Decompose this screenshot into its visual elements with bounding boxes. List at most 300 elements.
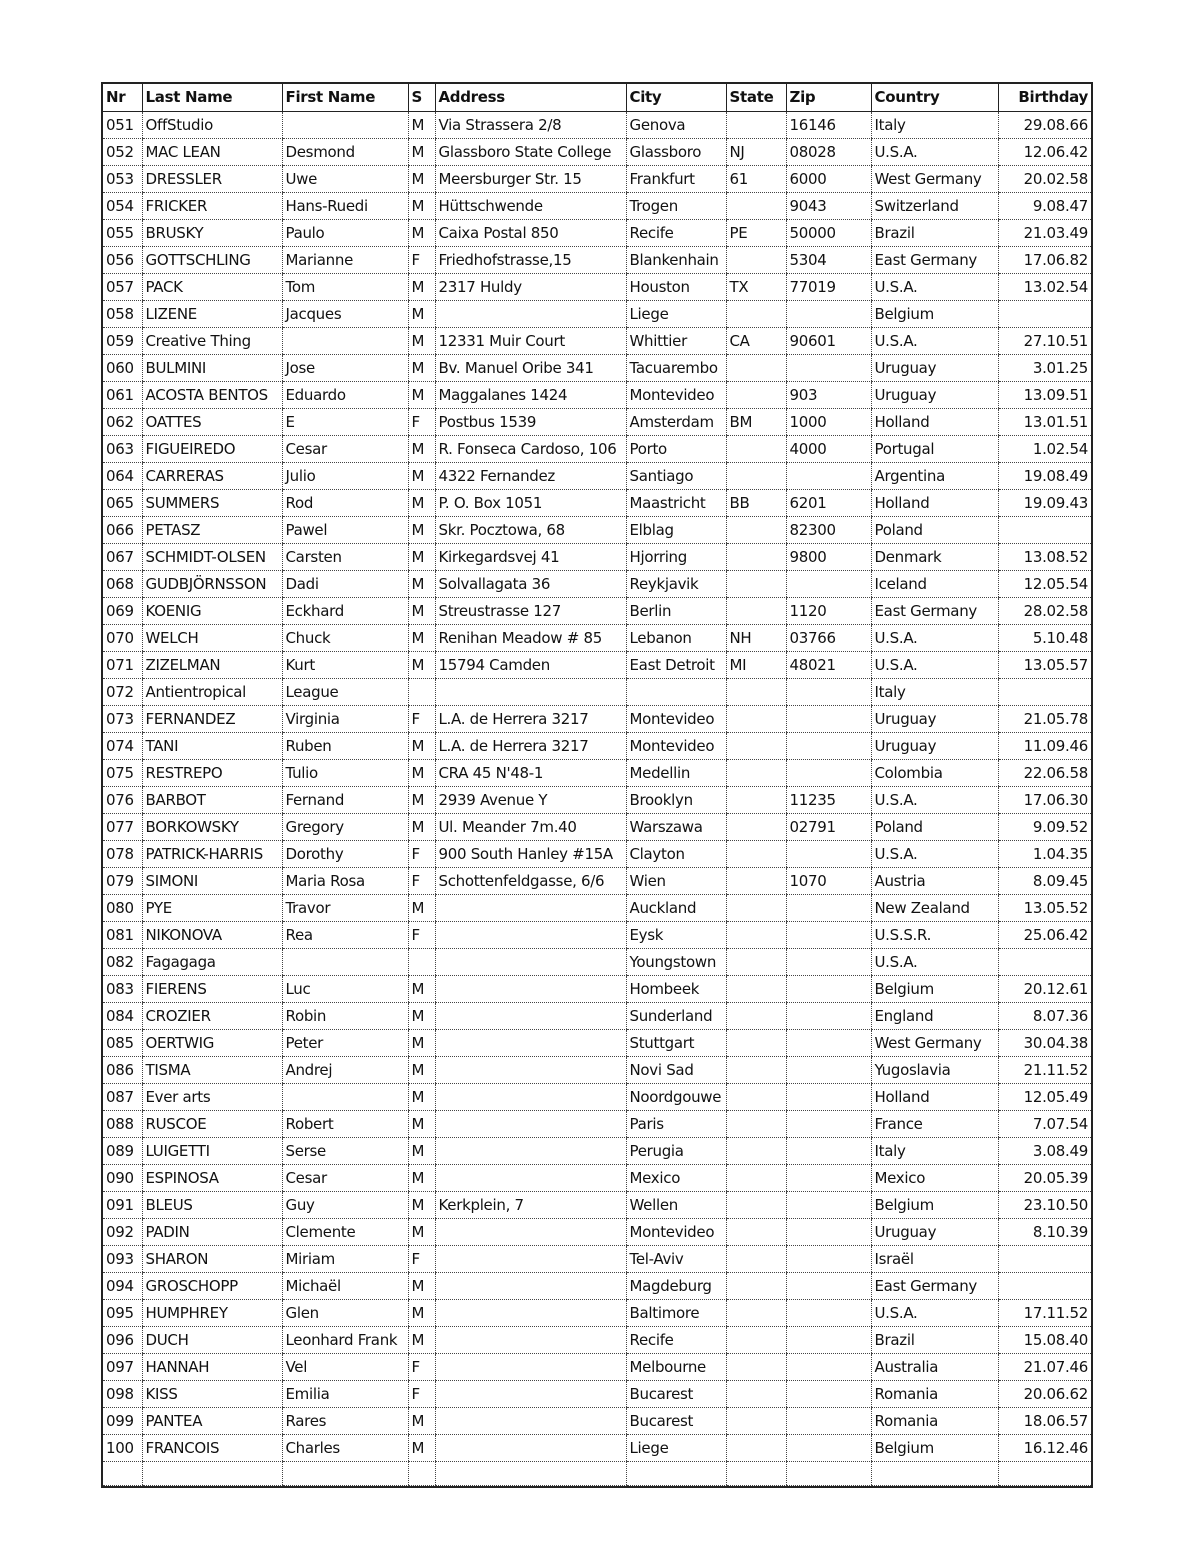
cell-address: L.A. de Herrera 3217 bbox=[435, 706, 626, 733]
cell-birthday: 21.03.49 bbox=[998, 220, 1091, 247]
cell-country: West Germany bbox=[871, 1030, 998, 1057]
cell-birthday: 7.07.54 bbox=[998, 1111, 1091, 1138]
cell-birthday: 25.06.42 bbox=[998, 922, 1091, 949]
cell-first-name: Uwe bbox=[282, 166, 408, 193]
empty-cell bbox=[786, 1462, 871, 1486]
table-row bbox=[103, 760, 1091, 787]
cell-first-name: Marianne bbox=[282, 247, 408, 274]
cell-state bbox=[726, 1381, 786, 1408]
cell-first-name: Clemente bbox=[282, 1219, 408, 1246]
cell-city: Blankenhain bbox=[626, 247, 726, 274]
cell-sex: M bbox=[408, 490, 435, 517]
cell-sex: F bbox=[408, 247, 435, 274]
cell-nr: 099 bbox=[103, 1408, 142, 1435]
cell-last-name: BORKOWSKY bbox=[142, 814, 282, 841]
cell-sex: M bbox=[408, 220, 435, 247]
cell-nr: 086 bbox=[103, 1057, 142, 1084]
table-row bbox=[103, 301, 1091, 328]
cell-sex: M bbox=[408, 1003, 435, 1030]
table-row bbox=[103, 328, 1091, 355]
table-row bbox=[103, 922, 1091, 949]
column-header-sex: S bbox=[408, 84, 435, 112]
cell-last-name: GUDBJÖRNSSON bbox=[142, 571, 282, 598]
cell-last-name: LIZENE bbox=[142, 301, 282, 328]
cell-state bbox=[726, 1084, 786, 1111]
cell-country: Austria bbox=[871, 868, 998, 895]
cell-sex: M bbox=[408, 571, 435, 598]
cell-first-name: Maria Rosa bbox=[282, 868, 408, 895]
cell-city: Liege bbox=[626, 301, 726, 328]
cell-city: Genova bbox=[626, 112, 726, 139]
records-sheet bbox=[101, 82, 1093, 1488]
cell-country: Belgium bbox=[871, 301, 998, 328]
cell-last-name: TANI bbox=[142, 733, 282, 760]
cell-state bbox=[726, 598, 786, 625]
cell-country: West Germany bbox=[871, 166, 998, 193]
cell-birthday: 13.08.52 bbox=[998, 544, 1091, 571]
cell-city: Montevideo bbox=[626, 733, 726, 760]
cell-last-name: BRUSKY bbox=[142, 220, 282, 247]
empty-cell bbox=[626, 1462, 726, 1486]
cell-birthday bbox=[998, 679, 1091, 706]
cell-last-name: BLEUS bbox=[142, 1192, 282, 1219]
cell-birthday: 12.05.54 bbox=[998, 571, 1091, 598]
cell-address bbox=[435, 1246, 626, 1273]
cell-city: Whittier bbox=[626, 328, 726, 355]
cell-country: Denmark bbox=[871, 544, 998, 571]
table-row bbox=[103, 949, 1091, 976]
cell-last-name: GROSCHOPP bbox=[142, 1273, 282, 1300]
cell-address: R. Fonseca Cardoso, 106 bbox=[435, 436, 626, 463]
cell-sex: M bbox=[408, 517, 435, 544]
cell-city: Eysk bbox=[626, 922, 726, 949]
cell-state bbox=[726, 868, 786, 895]
cell-first-name: Dadi bbox=[282, 571, 408, 598]
cell-nr: 098 bbox=[103, 1381, 142, 1408]
cell-city: Maastricht bbox=[626, 490, 726, 517]
cell-zip: 6000 bbox=[786, 166, 871, 193]
cell-address: Hüttschwende bbox=[435, 193, 626, 220]
cell-city: Frankfurt bbox=[626, 166, 726, 193]
cell-state bbox=[726, 571, 786, 598]
cell-first-name: Virginia bbox=[282, 706, 408, 733]
cell-zip bbox=[786, 1192, 871, 1219]
cell-sex: M bbox=[408, 814, 435, 841]
cell-country: Switzerland bbox=[871, 193, 998, 220]
cell-city: Houston bbox=[626, 274, 726, 301]
cell-address bbox=[435, 679, 626, 706]
cell-nr: 057 bbox=[103, 274, 142, 301]
cell-nr: 058 bbox=[103, 301, 142, 328]
table-row bbox=[103, 1435, 1091, 1462]
cell-country: East Germany bbox=[871, 247, 998, 274]
column-header-zip: Zip bbox=[786, 84, 871, 112]
table-row bbox=[103, 1246, 1091, 1273]
cell-birthday: 9.09.52 bbox=[998, 814, 1091, 841]
cell-zip: 4000 bbox=[786, 436, 871, 463]
cell-nr: 077 bbox=[103, 814, 142, 841]
cell-zip: 9800 bbox=[786, 544, 871, 571]
records-body bbox=[103, 112, 1091, 1486]
cell-city: Santiago bbox=[626, 463, 726, 490]
cell-sex: M bbox=[408, 1192, 435, 1219]
cell-zip bbox=[786, 1327, 871, 1354]
cell-last-name: RUSCOE bbox=[142, 1111, 282, 1138]
cell-address: Postbus 1539 bbox=[435, 409, 626, 436]
cell-birthday: 22.06.58 bbox=[998, 760, 1091, 787]
cell-state bbox=[726, 787, 786, 814]
cell-birthday: 30.04.38 bbox=[998, 1030, 1091, 1057]
cell-state bbox=[726, 733, 786, 760]
cell-city: Warszawa bbox=[626, 814, 726, 841]
cell-nr: 059 bbox=[103, 328, 142, 355]
cell-last-name: PANTEA bbox=[142, 1408, 282, 1435]
cell-address bbox=[435, 1327, 626, 1354]
cell-zip: 77019 bbox=[786, 274, 871, 301]
cell-state bbox=[726, 679, 786, 706]
cell-first-name: Leonhard Frank bbox=[282, 1327, 408, 1354]
cell-city: Glassboro bbox=[626, 139, 726, 166]
cell-zip bbox=[786, 1219, 871, 1246]
cell-country: U.S.A. bbox=[871, 328, 998, 355]
cell-state: NJ bbox=[726, 139, 786, 166]
cell-city: Lebanon bbox=[626, 625, 726, 652]
table-row bbox=[103, 733, 1091, 760]
cell-address bbox=[435, 895, 626, 922]
cell-state bbox=[726, 922, 786, 949]
cell-country: U.S.A. bbox=[871, 625, 998, 652]
cell-zip bbox=[786, 1381, 871, 1408]
cell-address: 12331 Muir Court bbox=[435, 328, 626, 355]
cell-nr: 052 bbox=[103, 139, 142, 166]
cell-country: Poland bbox=[871, 814, 998, 841]
empty-cell bbox=[103, 1462, 142, 1486]
cell-address: 15794 Camden bbox=[435, 652, 626, 679]
cell-sex: M bbox=[408, 1300, 435, 1327]
cell-zip bbox=[786, 976, 871, 1003]
cell-last-name: ZIZELMAN bbox=[142, 652, 282, 679]
cell-zip bbox=[786, 1057, 871, 1084]
cell-city: Youngstown bbox=[626, 949, 726, 976]
cell-first-name: Hans-Ruedi bbox=[282, 193, 408, 220]
cell-address: Solvallagata 36 bbox=[435, 571, 626, 598]
cell-city: Medellin bbox=[626, 760, 726, 787]
cell-last-name: PACK bbox=[142, 274, 282, 301]
cell-sex: M bbox=[408, 166, 435, 193]
cell-zip: 08028 bbox=[786, 139, 871, 166]
table-row bbox=[103, 1165, 1091, 1192]
cell-nr: 090 bbox=[103, 1165, 142, 1192]
cell-sex: M bbox=[408, 1408, 435, 1435]
cell-state bbox=[726, 841, 786, 868]
cell-sex: M bbox=[408, 598, 435, 625]
cell-sex: M bbox=[408, 463, 435, 490]
cell-nr: 082 bbox=[103, 949, 142, 976]
cell-sex: M bbox=[408, 1084, 435, 1111]
column-header-birthday: Birthday bbox=[998, 84, 1091, 112]
cell-address: Skr. Pocztowa, 68 bbox=[435, 517, 626, 544]
cell-nr: 054 bbox=[103, 193, 142, 220]
cell-state bbox=[726, 1057, 786, 1084]
cell-nr: 063 bbox=[103, 436, 142, 463]
cell-zip bbox=[786, 679, 871, 706]
cell-state bbox=[726, 463, 786, 490]
cell-sex: F bbox=[408, 922, 435, 949]
cell-country: England bbox=[871, 1003, 998, 1030]
cell-sex: M bbox=[408, 760, 435, 787]
cell-nr: 051 bbox=[103, 112, 142, 139]
cell-city: Porto bbox=[626, 436, 726, 463]
cell-birthday: 9.08.47 bbox=[998, 193, 1091, 220]
cell-birthday: 15.08.40 bbox=[998, 1327, 1091, 1354]
cell-nr: 096 bbox=[103, 1327, 142, 1354]
cell-state: CA bbox=[726, 328, 786, 355]
cell-first-name: Eduardo bbox=[282, 382, 408, 409]
cell-address bbox=[435, 1057, 626, 1084]
cell-birthday: 13.05.57 bbox=[998, 652, 1091, 679]
cell-address bbox=[435, 1030, 626, 1057]
cell-last-name: FIERENS bbox=[142, 976, 282, 1003]
cell-nr: 080 bbox=[103, 895, 142, 922]
cell-sex bbox=[408, 949, 435, 976]
cell-state bbox=[726, 247, 786, 274]
cell-zip bbox=[786, 760, 871, 787]
cell-zip: 9043 bbox=[786, 193, 871, 220]
cell-country: Uruguay bbox=[871, 355, 998, 382]
cell-zip bbox=[786, 1300, 871, 1327]
cell-birthday: 8.07.36 bbox=[998, 1003, 1091, 1030]
cell-first-name: Kurt bbox=[282, 652, 408, 679]
cell-country: Italy bbox=[871, 112, 998, 139]
cell-last-name: TISMA bbox=[142, 1057, 282, 1084]
cell-state bbox=[726, 814, 786, 841]
cell-last-name: PATRICK-HARRIS bbox=[142, 841, 282, 868]
cell-first-name: Emilia bbox=[282, 1381, 408, 1408]
cell-birthday: 1.02.54 bbox=[998, 436, 1091, 463]
cell-last-name: SIMONI bbox=[142, 868, 282, 895]
table-row bbox=[103, 1381, 1091, 1408]
cell-zip bbox=[786, 1165, 871, 1192]
cell-birthday: 3.01.25 bbox=[998, 355, 1091, 382]
cell-sex: M bbox=[408, 274, 435, 301]
table-row bbox=[103, 841, 1091, 868]
cell-birthday: 20.02.58 bbox=[998, 166, 1091, 193]
cell-nr: 066 bbox=[103, 517, 142, 544]
table-row bbox=[103, 436, 1091, 463]
cell-sex: M bbox=[408, 193, 435, 220]
cell-birthday: 28.02.58 bbox=[998, 598, 1091, 625]
cell-last-name: OATTES bbox=[142, 409, 282, 436]
table-row bbox=[103, 1192, 1091, 1219]
cell-sex: M bbox=[408, 1219, 435, 1246]
cell-sex: M bbox=[408, 355, 435, 382]
cell-zip bbox=[786, 1030, 871, 1057]
cell-first-name: Robert bbox=[282, 1111, 408, 1138]
cell-last-name: Creative Thing bbox=[142, 328, 282, 355]
table-row bbox=[103, 1084, 1091, 1111]
cell-address: Glassboro State College bbox=[435, 139, 626, 166]
cell-country: East Germany bbox=[871, 598, 998, 625]
cell-nr: 056 bbox=[103, 247, 142, 274]
cell-birthday: 20.05.39 bbox=[998, 1165, 1091, 1192]
cell-state: 61 bbox=[726, 166, 786, 193]
column-header-state: State bbox=[726, 84, 786, 112]
table-row bbox=[103, 193, 1091, 220]
cell-nr: 074 bbox=[103, 733, 142, 760]
cell-zip bbox=[786, 733, 871, 760]
empty-cell bbox=[142, 1462, 282, 1486]
cell-city: Elblag bbox=[626, 517, 726, 544]
cell-birthday: 13.01.51 bbox=[998, 409, 1091, 436]
cell-last-name: FRANCOIS bbox=[142, 1435, 282, 1462]
cell-first-name: Glen bbox=[282, 1300, 408, 1327]
cell-state bbox=[726, 193, 786, 220]
table-row bbox=[103, 1003, 1091, 1030]
cell-last-name: MAC LEAN bbox=[142, 139, 282, 166]
cell-state bbox=[726, 1300, 786, 1327]
table-row bbox=[103, 112, 1091, 139]
cell-zip bbox=[786, 1408, 871, 1435]
cell-country: Brazil bbox=[871, 220, 998, 247]
table-row bbox=[103, 247, 1091, 274]
cell-address: L.A. de Herrera 3217 bbox=[435, 733, 626, 760]
column-header-nr: Nr bbox=[103, 84, 142, 112]
cell-state bbox=[726, 355, 786, 382]
cell-zip: 903 bbox=[786, 382, 871, 409]
cell-last-name: PADIN bbox=[142, 1219, 282, 1246]
cell-country: Romania bbox=[871, 1381, 998, 1408]
cell-city: Wellen bbox=[626, 1192, 726, 1219]
cell-sex: M bbox=[408, 733, 435, 760]
table-row bbox=[103, 463, 1091, 490]
table-row bbox=[103, 382, 1091, 409]
cell-last-name: WELCH bbox=[142, 625, 282, 652]
table-row bbox=[103, 1354, 1091, 1381]
cell-address bbox=[435, 1435, 626, 1462]
cell-state bbox=[726, 382, 786, 409]
cell-zip bbox=[786, 949, 871, 976]
cell-address bbox=[435, 1273, 626, 1300]
cell-nr: 060 bbox=[103, 355, 142, 382]
column-header-last-name: Last Name bbox=[142, 84, 282, 112]
cell-nr: 068 bbox=[103, 571, 142, 598]
cell-address: 2939 Avenue Y bbox=[435, 787, 626, 814]
cell-first-name: Rea bbox=[282, 922, 408, 949]
cell-first-name: Gregory bbox=[282, 814, 408, 841]
cell-country: Mexico bbox=[871, 1165, 998, 1192]
cell-address: Kirkegardsvej 41 bbox=[435, 544, 626, 571]
cell-country: Argentina bbox=[871, 463, 998, 490]
cell-address bbox=[435, 922, 626, 949]
cell-country: U.S.A. bbox=[871, 274, 998, 301]
cell-country: U.S.A. bbox=[871, 841, 998, 868]
cell-city: Montevideo bbox=[626, 1219, 726, 1246]
cell-state bbox=[726, 1219, 786, 1246]
cell-last-name: FIGUEIREDO bbox=[142, 436, 282, 463]
cell-birthday: 8.10.39 bbox=[998, 1219, 1091, 1246]
cell-address: Renihan Meadow # 85 bbox=[435, 625, 626, 652]
cell-sex: M bbox=[408, 544, 435, 571]
cell-city: Berlin bbox=[626, 598, 726, 625]
cell-zip: 16146 bbox=[786, 112, 871, 139]
cell-nr: 078 bbox=[103, 841, 142, 868]
cell-sex: F bbox=[408, 868, 435, 895]
cell-state bbox=[726, 895, 786, 922]
cell-first-name: Luc bbox=[282, 976, 408, 1003]
cell-address bbox=[435, 1111, 626, 1138]
cell-last-name: LUIGETTI bbox=[142, 1138, 282, 1165]
cell-nr: 097 bbox=[103, 1354, 142, 1381]
table-row bbox=[103, 274, 1091, 301]
cell-zip bbox=[786, 1111, 871, 1138]
cell-birthday: 17.06.82 bbox=[998, 247, 1091, 274]
cell-sex: M bbox=[408, 112, 435, 139]
cell-nr: 088 bbox=[103, 1111, 142, 1138]
column-header-city: City bbox=[626, 84, 726, 112]
cell-address bbox=[435, 301, 626, 328]
cell-zip bbox=[786, 706, 871, 733]
cell-zip bbox=[786, 1003, 871, 1030]
cell-address: Meersburger Str. 15 bbox=[435, 166, 626, 193]
empty-cell bbox=[435, 1462, 626, 1486]
cell-state bbox=[726, 760, 786, 787]
cell-birthday: 8.09.45 bbox=[998, 868, 1091, 895]
cell-country: Brazil bbox=[871, 1327, 998, 1354]
cell-birthday bbox=[998, 301, 1091, 328]
cell-country: Uruguay bbox=[871, 382, 998, 409]
cell-country: Colombia bbox=[871, 760, 998, 787]
cell-zip: 82300 bbox=[786, 517, 871, 544]
cell-last-name: Antientropical bbox=[142, 679, 282, 706]
cell-last-name: KISS bbox=[142, 1381, 282, 1408]
cell-state bbox=[726, 1246, 786, 1273]
cell-country: Uruguay bbox=[871, 1219, 998, 1246]
cell-country: France bbox=[871, 1111, 998, 1138]
cell-city: Hjorring bbox=[626, 544, 726, 571]
cell-sex: M bbox=[408, 301, 435, 328]
cell-nr: 055 bbox=[103, 220, 142, 247]
cell-first-name: Carsten bbox=[282, 544, 408, 571]
column-header-country: Country bbox=[871, 84, 998, 112]
cell-state bbox=[726, 1003, 786, 1030]
cell-city: Wien bbox=[626, 868, 726, 895]
cell-birthday: 13.09.51 bbox=[998, 382, 1091, 409]
cell-first-name: Miriam bbox=[282, 1246, 408, 1273]
table-row bbox=[103, 1030, 1091, 1057]
cell-country: Australia bbox=[871, 1354, 998, 1381]
cell-last-name: SUMMERS bbox=[142, 490, 282, 517]
cell-country: Yugoslavia bbox=[871, 1057, 998, 1084]
cell-address: Ul. Meander 7m.40 bbox=[435, 814, 626, 841]
cell-birthday bbox=[998, 517, 1091, 544]
cell-city: Mexico bbox=[626, 1165, 726, 1192]
cell-city: Montevideo bbox=[626, 706, 726, 733]
cell-first-name: Vel bbox=[282, 1354, 408, 1381]
cell-last-name: HUMPHREY bbox=[142, 1300, 282, 1327]
table-row bbox=[103, 220, 1091, 247]
cell-last-name: Fagagaga bbox=[142, 949, 282, 976]
column-header-first-name: First Name bbox=[282, 84, 408, 112]
cell-country: U.S.A. bbox=[871, 1300, 998, 1327]
cell-country: Romania bbox=[871, 1408, 998, 1435]
cell-city: Auckland bbox=[626, 895, 726, 922]
cell-zip: 1070 bbox=[786, 868, 871, 895]
cell-zip bbox=[786, 1246, 871, 1273]
cell-first-name bbox=[282, 328, 408, 355]
cell-zip: 5304 bbox=[786, 247, 871, 274]
cell-country: East Germany bbox=[871, 1273, 998, 1300]
cell-zip bbox=[786, 301, 871, 328]
